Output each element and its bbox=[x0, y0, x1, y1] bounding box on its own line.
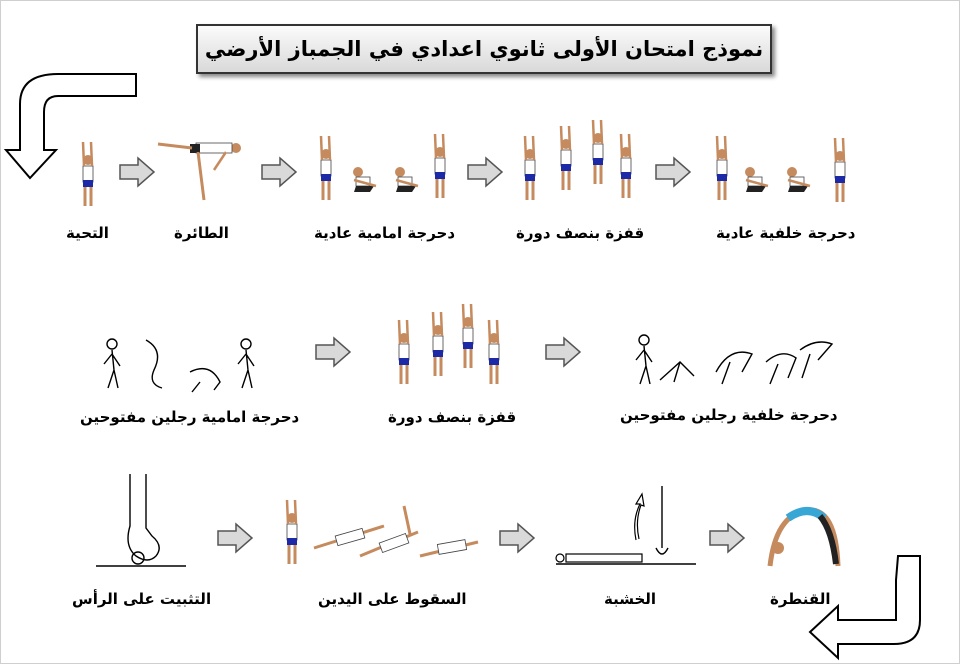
label-backward-roll-straddle: دحرجة خلفية رجلين مفتوحين bbox=[620, 406, 838, 424]
figure-headstand bbox=[96, 474, 186, 566]
label-bridge: القنطرة bbox=[770, 590, 831, 608]
flow-arrow-icon bbox=[710, 524, 744, 552]
label-forward-roll: دحرجة امامية عادية bbox=[314, 224, 456, 242]
title-text: نموذج امتحان الأولى ثانوي اعدادي في الجمباز الأرضي bbox=[204, 37, 764, 61]
label-salute: التحية bbox=[66, 224, 109, 242]
figure-backward-roll-straddle bbox=[636, 335, 832, 384]
figure-salute bbox=[83, 142, 93, 206]
figure-half-turn-jump bbox=[525, 120, 631, 200]
label-forward-roll-straddle: دحرجة امامية رجلين مفتوحين bbox=[80, 408, 300, 426]
label-airplane: الطائرة bbox=[174, 224, 229, 242]
flow-arrow-icon bbox=[120, 158, 154, 186]
label-backward-roll: دحرجة خلفية عادية bbox=[716, 224, 856, 242]
flow-arrow-icon bbox=[316, 338, 350, 366]
flow-arrow-icon bbox=[218, 524, 252, 552]
label-headstand: التثبيت على الرأس bbox=[72, 590, 212, 608]
flow-arrow-icon bbox=[262, 158, 296, 186]
figure-forward-roll-straddle bbox=[104, 339, 254, 392]
flow-arrow-icon bbox=[546, 338, 580, 366]
label-plank: الخشبة bbox=[604, 590, 657, 608]
label-half-turn-jump: قفزة بنصف دورة bbox=[516, 224, 645, 242]
figure-half-turn-jump-2 bbox=[399, 304, 499, 384]
figure-bridge bbox=[770, 510, 838, 566]
label-fall-on-hands: السقوط على اليدين bbox=[318, 590, 467, 608]
figure-forward-roll bbox=[321, 134, 445, 200]
figure-fall-on-hands bbox=[287, 500, 478, 564]
figure-airplane bbox=[158, 143, 241, 200]
figure-plank bbox=[556, 486, 696, 564]
flow-arrow-icon bbox=[468, 158, 502, 186]
figure-backward-roll bbox=[717, 136, 845, 202]
flow-arrow-icon bbox=[656, 158, 690, 186]
flow-arrow-icon bbox=[500, 524, 534, 552]
entry-arrow bbox=[6, 74, 136, 178]
label-half-turn-jump-2: قفزة بنصف دورة bbox=[388, 408, 517, 426]
exit-arrow bbox=[810, 556, 920, 658]
